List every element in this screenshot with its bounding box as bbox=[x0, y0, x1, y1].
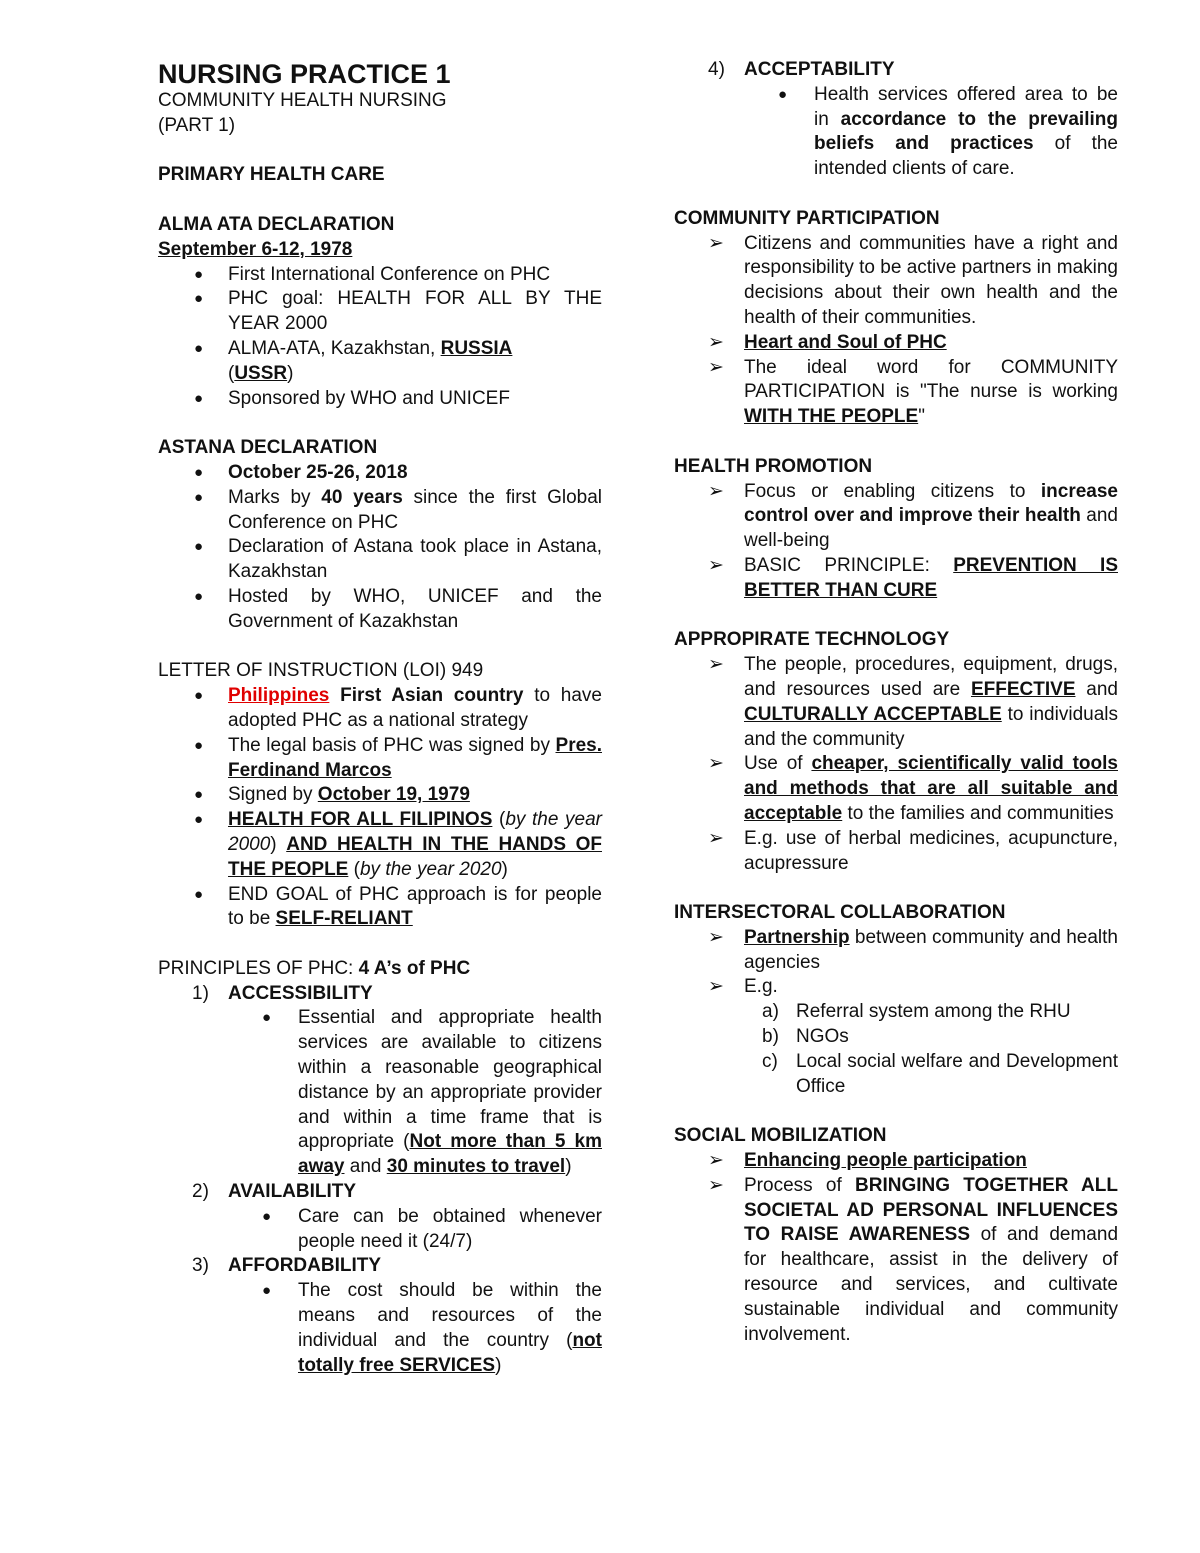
arrow-bullet-icon: ➢ bbox=[708, 827, 724, 849]
list-item: ● The cost should be within the means and resources of the individual and the country (not totally free SERVICES) bbox=[262, 1280, 602, 1376]
bullet-icon: ● bbox=[262, 1207, 272, 1225]
arrow-bullet-icon: ➢ bbox=[708, 480, 724, 502]
bullet-icon: ● bbox=[194, 290, 204, 308]
social-list bbox=[674, 1149, 1118, 1347]
bullet-icon: ● bbox=[194, 265, 204, 283]
bullet-icon: ● bbox=[194, 389, 204, 407]
list-item: ● October 25-26, 2018 bbox=[228, 461, 602, 486]
list-item: ● Essential and appropriate health services are available to citizens within a reasonable geographical distance by an appropriate provider and within a time frame that is appropriate (Not more than 5 km away and 30 minutes to travel) bbox=[262, 1007, 602, 1178]
list-item: ● PHC goal: HEALTH FOR ALL BY THE YEAR 2000 bbox=[194, 288, 602, 335]
bullet-icon: ● bbox=[194, 811, 204, 829]
section-heading-phc: PRIMARY HEALTH CARE bbox=[158, 164, 385, 186]
section-heading-intersectoral: INTERSECTORAL COLLABORATION bbox=[674, 902, 1006, 924]
list-item: ● The legal basis of PHC was signed by Pres. Ferdinand Marcos bbox=[194, 734, 602, 781]
list-item: ● Health services offered area to be in accordance to the prevailing beliefs and practices of the intended clients of care. bbox=[778, 83, 1118, 180]
list-item: ➢ Use of cheaper, scientifically valid tools and methods that are all suitable and acceptable to the families and communities bbox=[708, 753, 1118, 824]
section-heading-principles: PRINCIPLES OF PHC: 4 A’s of PHC bbox=[158, 957, 471, 979]
list-item: ➢ E.g. use of herbal medicines, acupuncture, acupressure bbox=[708, 827, 1118, 874]
list-item: ➢ The ideal word for COMMUNITY PARTICIPATION is "The nurse is working WITH THE PEOPLE" bbox=[708, 356, 1118, 428]
list-item: ● HEALTH FOR ALL FILIPINOS (by the year 2000) AND HEALTH IN THE HANDS OF THE PEOPLE (by the year 2020) bbox=[194, 809, 603, 880]
document-title: NURSING PRACTICE 1 bbox=[158, 59, 451, 89]
list-item: ● Hosted by WHO, UNICEF and the Government of Kazakhstan bbox=[194, 585, 602, 632]
list-item: ● ALMA-ATA, Kazakhstan, RUSSIA (USSR) bbox=[194, 337, 513, 384]
bullet-icon: ● bbox=[194, 885, 204, 903]
arrow-bullet-icon: ➢ bbox=[708, 232, 724, 254]
availability-list bbox=[158, 1205, 602, 1255]
arrow-bullet-icon: ➢ bbox=[708, 1150, 724, 1172]
list-item: ➢ Enhancing people participation bbox=[744, 1149, 1118, 1174]
arrow-bullet-icon: ➢ bbox=[708, 654, 724, 676]
arrow-bullet-icon: ➢ bbox=[708, 356, 724, 378]
bullet-icon: ● bbox=[262, 1282, 272, 1300]
list-item: ➢ The people, procedures, equipment, drugs, and resources used are EFFECTIVE and CULTURALLY ACCEPTABLE to individuals and the community bbox=[708, 654, 1118, 750]
bullet-icon: ● bbox=[194, 786, 204, 804]
bullet-icon: ● bbox=[194, 687, 204, 705]
bullet-icon: ● bbox=[194, 488, 204, 506]
list-item: c) Local social welfare and Development Office bbox=[762, 1050, 1118, 1097]
technology-list bbox=[674, 653, 1118, 876]
list-item: ● Signed by October 19, 1979 bbox=[228, 783, 602, 808]
list-item: ● Philippines First Asian country to have adopted PHC as a national strategy bbox=[194, 685, 602, 731]
bullet-icon: ● bbox=[194, 339, 204, 357]
principle-affordability: 3) AFFORDABILITY bbox=[192, 1255, 382, 1277]
loi-list bbox=[158, 684, 602, 932]
bullet-icon: ● bbox=[194, 736, 204, 754]
list-item: b) NGOs bbox=[762, 1026, 849, 1048]
accessibility-list bbox=[158, 1006, 602, 1180]
principle-accessibility: 1) ACCESSIBILITY bbox=[192, 982, 373, 1004]
bullet-icon: ● bbox=[194, 463, 204, 481]
bullet-icon: ● bbox=[194, 587, 204, 605]
intersectoral-list bbox=[674, 926, 1118, 1000]
section-heading-astana: ASTANA DECLARATION bbox=[158, 437, 378, 459]
section-heading-promotion: HEALTH PROMOTION bbox=[674, 455, 873, 477]
arrow-bullet-icon: ➢ bbox=[708, 331, 724, 353]
list-item: ➢ Partnership between community and health agencies bbox=[708, 926, 1118, 973]
list-item: ● First International Conference on PHC bbox=[228, 263, 602, 288]
list-item: ● Care can be obtained whenever people need it (24/7) bbox=[262, 1205, 602, 1252]
community-list bbox=[674, 232, 1118, 430]
section-heading-community: COMMUNITY PARTICIPATION bbox=[674, 207, 940, 229]
right-column bbox=[674, 58, 1118, 1347]
acceptability-list bbox=[674, 83, 1118, 182]
section-heading-social: SOCIAL MOBILIZATION bbox=[674, 1125, 887, 1147]
promotion-list bbox=[674, 480, 1118, 604]
list-item: ● END GOAL of PHC approach is for people to be SELF-RELIANT bbox=[194, 883, 602, 930]
bullet-icon: ● bbox=[778, 85, 788, 103]
principle-availability: 2) AVAILABILITY bbox=[192, 1181, 357, 1203]
arrow-bullet-icon: ➢ bbox=[708, 554, 724, 576]
list-item: ● Sponsored by WHO and UNICEF bbox=[228, 387, 602, 412]
document-subtitle: COMMUNITY HEALTH NURSING bbox=[158, 90, 447, 111]
bullet-icon: ● bbox=[262, 1009, 272, 1027]
list-item: ➢ Process of BRINGING TOGETHER ALL SOCIETAL AD PERSONAL INFLUENCES TO RAISE AWARENESS of and demand for healthcare, assist in the delivery of resource and services, and cultivate sustainable individual and community involvement. bbox=[708, 1174, 1119, 1345]
section-heading-alma-ata: ALMA ATA DECLARATION bbox=[158, 213, 395, 235]
list-item: ➢ Citizens and communities have a right and responsibility to be active partners in making decisions about their own health and the health of their communities. bbox=[708, 232, 1118, 328]
list-item: ➢ BASIC PRINCIPLE: PREVENTION IS BETTER THAN CURE bbox=[708, 554, 1118, 601]
list-item: ● Declaration of Astana took place in Astana, Kazakhstan bbox=[194, 536, 602, 583]
left-column bbox=[158, 58, 602, 1378]
bullet-icon: ● bbox=[194, 538, 204, 556]
alma-ata-date: September 6-12, 1978 bbox=[158, 238, 353, 260]
list-item: ➢ E.g. bbox=[744, 975, 1118, 1000]
list-item: ➢ Focus or enabling citizens to increase control over and improve their health and well-being bbox=[708, 480, 1118, 552]
affordability-list bbox=[158, 1279, 602, 1378]
section-heading-technology: APPROPIRATE TECHNOLOGY bbox=[674, 629, 950, 651]
alma-ata-list bbox=[158, 263, 602, 412]
list-item: ➢ Heart and Soul of PHC bbox=[744, 331, 1118, 356]
arrow-bullet-icon: ➢ bbox=[708, 926, 724, 948]
list-item: ● Marks by 40 years since the first Global Conference on PHC bbox=[194, 486, 602, 533]
arrow-bullet-icon: ➢ bbox=[708, 753, 724, 775]
arrow-bullet-icon: ➢ bbox=[708, 976, 724, 998]
section-heading-loi: LETTER OF INSTRUCTION (LOI) 949 bbox=[158, 660, 484, 682]
astana-list bbox=[158, 461, 602, 635]
arrow-bullet-icon: ➢ bbox=[708, 1174, 724, 1196]
intersectoral-examples bbox=[674, 1000, 1118, 1099]
document-part: (PART 1) bbox=[158, 114, 236, 136]
list-item: a) Referral system among the RHU bbox=[762, 1001, 1071, 1023]
principle-acceptability: 4) ACCEPTABILITY bbox=[708, 59, 895, 80]
